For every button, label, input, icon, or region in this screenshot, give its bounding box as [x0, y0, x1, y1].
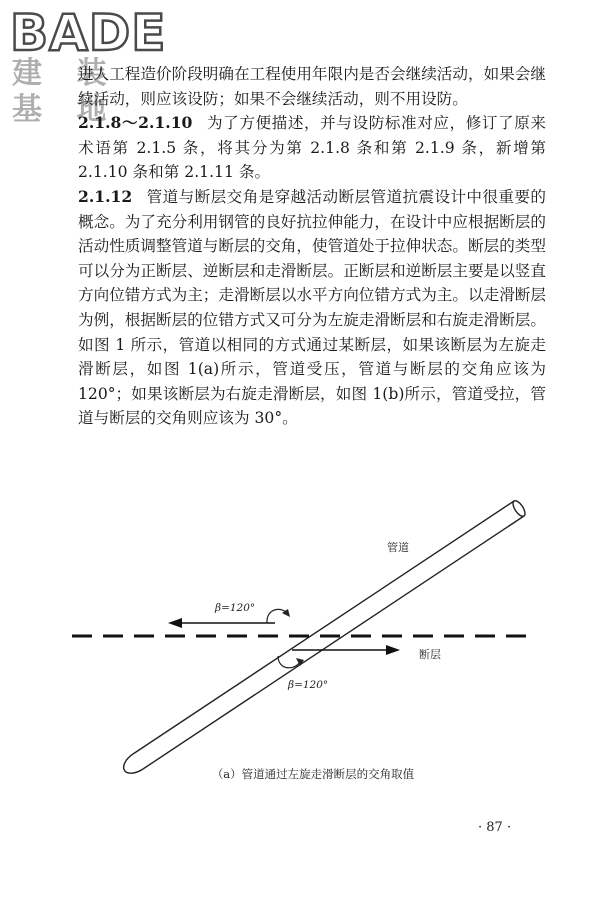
paragraph-2-1-12 [78, 185, 546, 431]
pipe-fault-figure [60, 488, 530, 788]
logo-brand-text: BADE [10, 4, 167, 62]
paragraph-2-1-8 [78, 111, 546, 185]
angle-label-bottom: β=120° [288, 679, 329, 691]
paragraph-body: 管道与断层交角是穿越活动断层管道抗震设计中很重要的概念。为了充分利用钢管的良好抗拉伸能力，在设计中应根据断层的活动性质调整管道与断层的交角，使管道处于拉伸状态。断层的类型可以分为正断层、逆断层和走滑断层。正断层和逆断层主要是以竖直方向位错方式为主；走滑断层以水平方向位错方式为主。以走滑断层为例，根据断层的位错方式又可分为左旋走滑断层和右旋走滑断层。如图 1 所示，管道以相同的方式通过某断层，如果该断层为左旋走滑断层，如图 1(a)所示，管道受压，管道与断层的交角应该为 120°；如果该断层为右旋走滑断层，如图 1(b)所示，管道受拉，管道与断层的交角则应该为 30°。 [78, 187, 546, 428]
caption-prefix: （a） [211, 767, 242, 781]
logo-brand-cn: 建 装 基 地 [12, 56, 119, 127]
right-arrow [292, 645, 400, 655]
page-number: · 87 · [478, 820, 512, 835]
caption-text: 管道通过左旋走滑断层的交角取值 [241, 767, 415, 781]
angle-label-top: β=120° [215, 602, 256, 614]
angle-arc-bottom [278, 656, 300, 668]
body-text [78, 62, 546, 431]
section-number: 2.1.12 [78, 186, 133, 206]
pipe-label: 管道 [387, 541, 409, 554]
paragraph-body: 为了方便描述，并与设防标准对应，修订了原来术语第 2.1.5 条，将其分为第 2.1.8 条和第 2.1.9 条，新增第 2.1.10 条和第 2.1.11 条。 [78, 114, 546, 182]
section-number: 2.1.8～2.1.10 [78, 113, 193, 133]
paragraph-intro: 进人工程造价阶段明确在工程使用年限内是否会继续活动，如果会继续活动，则应该设防；如果不会继续活动，则不用设防。 [78, 65, 546, 108]
fault-label: 断层 [419, 648, 441, 661]
figure-caption [0, 766, 600, 782]
left-arrow [168, 618, 275, 628]
